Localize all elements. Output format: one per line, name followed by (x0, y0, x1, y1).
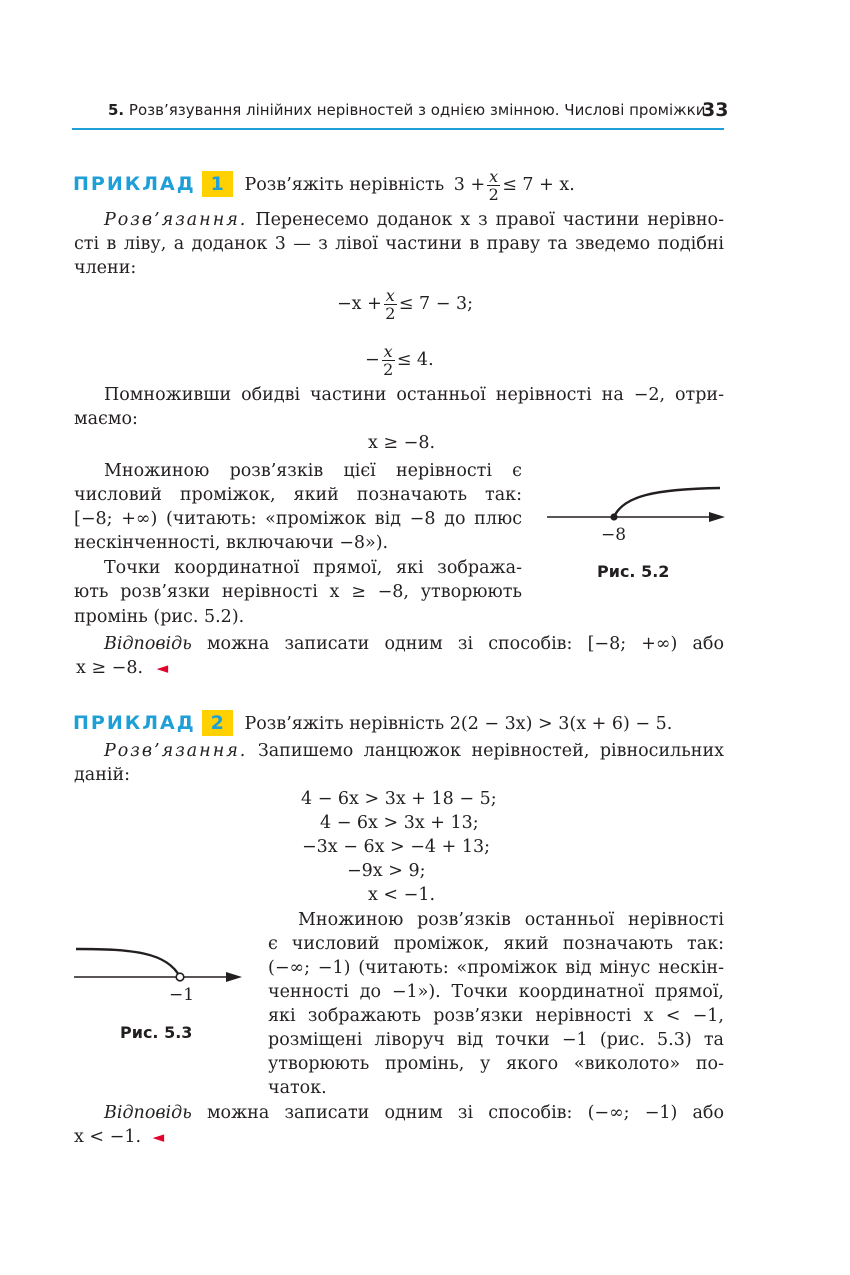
solution2-line2: даній: (74, 765, 131, 785)
set1-line2: числовий проміжок, який позначають так: (74, 485, 522, 505)
set1-line4: нескінченності, включаючи −8»). (74, 533, 389, 553)
header-rule (72, 128, 724, 130)
answer2-line1: Відповідь можна записати одним зі способів: (−∞; −1) або (104, 1103, 724, 1123)
chain-line-5: x < −1. (368, 885, 436, 905)
set2-line6: розміщені ліворуч від точки −1 (рис. 5.3) та (268, 1030, 724, 1050)
answer1-line2: x ≥ −8. ◄ (76, 658, 169, 678)
solution-word: Розв’язання. (104, 741, 248, 761)
task-math-right: ≤ 7 + x. (502, 175, 575, 195)
closed-point (610, 513, 617, 520)
example2-heading (73, 710, 672, 737)
open-point (176, 973, 184, 981)
task-math-left: 3 + (453, 175, 486, 195)
points1-line2: ють розв’язки нерівності x ≥ −8, утворюють (74, 582, 522, 602)
chain-line-3: −3x − 6x > −4 + 13; (302, 837, 490, 857)
ray-arc (614, 488, 720, 517)
solution1-line2: сті в ліву, а доданок 3 — з лівої частини в праву та зведемо подібні (74, 234, 724, 254)
figure-caption-5-3: Рис. 5.3 (120, 1023, 193, 1042)
example1-heading (73, 168, 575, 203)
ray-arc (76, 949, 180, 977)
multiply-line1: Помноживши обидві частини останньої нерівності на −2, отри- (104, 385, 724, 405)
axis-arrow (709, 512, 725, 522)
example-number-badge: 1 (202, 171, 233, 197)
set2-line4: ченності до −1»). Точки координатної прямої, (268, 982, 724, 1002)
task-text: Розв’яжіть нерівність 2(2 − 3x) > 3(x + 6) − 5. (244, 714, 673, 734)
equation-1: −x + $\frac{x}{2}$ ≤ 7 − 3; (337, 286, 473, 323)
figure-5-3 (72, 940, 252, 1010)
solution1-line1: Розв’язання. Перенесемо доданок x з правої частини нерівно- (104, 210, 724, 230)
points1-line3: промінь (рис. 5.2). (74, 607, 245, 627)
points1-line1: Точки координатної прямої, які зобража- (104, 558, 522, 578)
set2-line5: які зображають розв’язки нерівності x < −1, (268, 1006, 724, 1026)
set1-line3: [−8; +∞) (читають: «проміжок від −8 до плюс (74, 509, 522, 529)
answer1-line1: Відповідь можна записати одним зі способів: [−8; +∞) або (104, 634, 724, 654)
task-fraction: $\frac{x}{2}$ (488, 167, 499, 204)
task-text: Розв’яжіть нерівність (244, 175, 445, 195)
equation-2: − $\frac{x}{2}$ ≤ 4. (365, 342, 434, 379)
set2-line1: Множиною розв’язків останньої нерівності (298, 910, 724, 930)
example-number-badge: 2 (202, 710, 233, 736)
end-marker-icon: ◄ (156, 659, 169, 677)
section-title: Розв’язування лінійних нерівностей з однією змінною. Числові проміжки (128, 101, 706, 119)
solution2-line1: Розв’язання. Запишемо ланцюжок нерівностей, рівносильних (104, 741, 724, 761)
answer2-line2: x < −1. ◄ (74, 1127, 165, 1147)
example-label: ПРИКЛАД (73, 173, 196, 195)
figure-caption-5-2: Рис. 5.2 (597, 562, 670, 581)
example-label: ПРИКЛАД (73, 712, 196, 734)
chain-line-4: −9x > 9; (347, 861, 426, 881)
chain-line-1: 4 − 6x > 3x + 18 − 5; (301, 789, 497, 809)
set2-line3: (−∞; −1) (читають: «проміжок від мінус нескін- (268, 958, 724, 978)
set2-line8: чаток. (268, 1078, 327, 1098)
end-marker-icon: ◄ (152, 1128, 165, 1146)
set1-line1: Множиною розв’язків цієї нерівності є (104, 461, 522, 481)
solution1-line3: члени: (74, 258, 137, 278)
figure-5-2 (545, 480, 730, 550)
chain-line-2: 4 − 6x > 3x + 13; (320, 813, 479, 833)
answer-word: Відповідь (104, 1103, 192, 1123)
page-number: 33 (702, 99, 729, 121)
solution-word: Розв’язання. (104, 210, 248, 230)
answer-word: Відповідь (104, 634, 192, 654)
axis-arrow (226, 972, 242, 982)
section-number: 5. (108, 101, 125, 119)
set2-line2: є числовий проміжок, який позначають так: (268, 934, 724, 954)
tick-label: −1 (169, 985, 195, 1005)
equation-3: x ≥ −8. (368, 433, 436, 453)
multiply-line2: маємо: (74, 409, 138, 429)
tick-label: −8 (601, 525, 627, 545)
set2-line7: утворюють промінь, у якого «виколото» по- (268, 1054, 724, 1074)
running-header (108, 101, 705, 119)
